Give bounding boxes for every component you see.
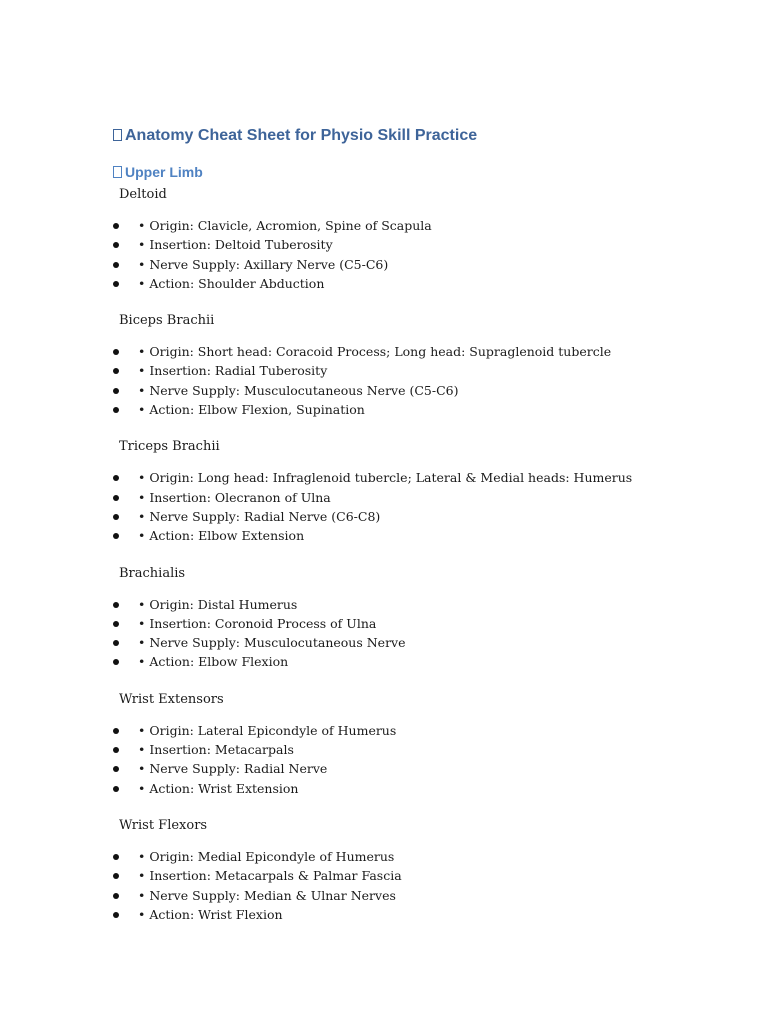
document-title-text: Anatomy Cheat Sheet for Physio Skill Practice xyxy=(125,127,478,144)
fact-list xyxy=(113,216,768,293)
list-item xyxy=(113,779,768,798)
bullet-icon xyxy=(113,514,119,520)
list-item xyxy=(113,507,768,526)
list-item xyxy=(113,361,768,380)
muscle-block xyxy=(113,690,768,798)
fact-text: • Nerve Supply: Radial Nerve (C6-C8) xyxy=(138,508,381,524)
bullet-icon xyxy=(113,242,119,248)
bullet-icon xyxy=(113,893,119,899)
list-item xyxy=(113,488,768,507)
muscle-block xyxy=(113,816,768,924)
bullet-icon xyxy=(113,747,119,753)
list-item xyxy=(113,721,768,740)
fact-text: • Origin: Distal Humerus xyxy=(138,596,298,612)
bullet-icon xyxy=(113,262,119,268)
list-item xyxy=(113,886,768,905)
fact-text: • Nerve Supply: Musculocutaneous Nerve xyxy=(138,635,406,651)
fact-text: • Insertion: Coronoid Process of Ulna xyxy=(138,615,377,631)
fact-list xyxy=(113,468,768,545)
muscle-block xyxy=(113,437,768,545)
list-item xyxy=(113,866,768,885)
muscle-name: Biceps Brachii xyxy=(119,313,215,329)
fact-text: • Nerve Supply: Musculocutaneous Nerve (C5-C6) xyxy=(138,382,459,398)
fact-list xyxy=(113,847,768,924)
fact-text: • Insertion: Radial Tuberosity xyxy=(138,363,328,379)
list-item xyxy=(113,847,768,866)
list-item xyxy=(113,595,768,614)
bullet-icon xyxy=(113,495,119,501)
list-item xyxy=(113,400,768,419)
fact-text: • Nerve Supply: Axillary Nerve (C5-C6) xyxy=(138,256,389,272)
fact-text: • Origin: Medial Epicondyle of Humerus xyxy=(138,848,395,864)
fact-text: • Action: Wrist Flexion xyxy=(138,906,283,922)
fact-text: • Origin: Long head: Infraglenoid tubercle; Lateral & Medial heads: Humerus xyxy=(138,470,633,486)
fact-text: • Origin: Short head: Coracoid Process; Long head: Supraglenoid tubercle xyxy=(138,344,612,360)
muscle-name: Wrist Flexors xyxy=(119,817,208,833)
bullet-icon xyxy=(113,912,119,918)
list-item xyxy=(113,614,768,633)
bullet-icon xyxy=(113,621,119,627)
list-item xyxy=(113,526,768,545)
bullet-icon xyxy=(113,368,119,374)
section-heading-upper-limb xyxy=(113,162,768,182)
section-heading-text: Upper Limb xyxy=(125,164,203,180)
fact-text: • Action: Shoulder Abduction xyxy=(138,275,325,291)
list-item xyxy=(113,381,768,400)
list-item xyxy=(113,255,768,274)
list-item xyxy=(113,740,768,759)
list-item xyxy=(113,216,768,235)
fact-text: • Insertion: Deltoid Tuberosity xyxy=(138,237,333,253)
muscle-name: Wrist Extensors xyxy=(119,691,224,707)
bullet-icon xyxy=(113,640,119,646)
fact-text: • Action: Elbow Flexion xyxy=(138,654,289,670)
fact-text: • Nerve Supply: Median & Ulnar Nerves xyxy=(138,887,396,903)
missing-glyph-icon xyxy=(113,129,122,141)
muscle-block xyxy=(113,311,768,419)
bullet-icon xyxy=(113,388,119,394)
bullet-icon xyxy=(113,728,119,734)
fact-list xyxy=(113,342,768,419)
list-item xyxy=(113,235,768,254)
bullet-icon xyxy=(113,349,119,355)
bullet-icon xyxy=(113,281,119,287)
list-item xyxy=(113,652,768,671)
fact-text: • Origin: Lateral Epicondyle of Humerus xyxy=(138,722,397,738)
list-item xyxy=(113,759,768,778)
list-item xyxy=(113,633,768,652)
fact-text: • Action: Elbow Flexion, Supination xyxy=(138,402,365,418)
bullet-icon xyxy=(113,223,119,229)
bullet-icon xyxy=(113,766,119,772)
fact-text: • Origin: Clavicle, Acromion, Spine of Scapula xyxy=(138,218,432,233)
bullet-icon xyxy=(113,786,119,792)
document-title xyxy=(113,124,768,148)
muscle-block xyxy=(113,564,768,672)
fact-text: • Action: Wrist Extension xyxy=(138,780,299,796)
bullet-icon xyxy=(113,407,119,413)
bullet-icon xyxy=(113,873,119,879)
muscle-name: Triceps Brachii xyxy=(119,439,220,455)
fact-list xyxy=(113,721,768,798)
missing-glyph-icon xyxy=(113,166,122,178)
bullet-icon xyxy=(113,659,119,665)
bullet-icon xyxy=(113,533,119,539)
list-item xyxy=(113,905,768,924)
muscle-list xyxy=(113,185,768,924)
fact-list xyxy=(113,595,768,672)
fact-text: • Action: Elbow Extension xyxy=(138,528,305,544)
fact-text: • Insertion: Olecranon of Ulna xyxy=(138,489,331,505)
muscle-name: Deltoid xyxy=(119,187,167,202)
fact-text: • Insertion: Metacarpals & Palmar Fascia xyxy=(138,868,402,884)
list-item xyxy=(113,468,768,487)
list-item xyxy=(113,274,768,293)
muscle-name: Brachialis xyxy=(119,565,186,581)
bullet-icon xyxy=(113,475,119,481)
bullet-icon xyxy=(113,854,119,860)
muscle-block xyxy=(113,185,768,293)
list-item xyxy=(113,342,768,361)
fact-text: • Nerve Supply: Radial Nerve xyxy=(138,761,328,777)
bullet-icon xyxy=(113,602,119,608)
fact-text: • Insertion: Metacarpals xyxy=(138,742,294,758)
